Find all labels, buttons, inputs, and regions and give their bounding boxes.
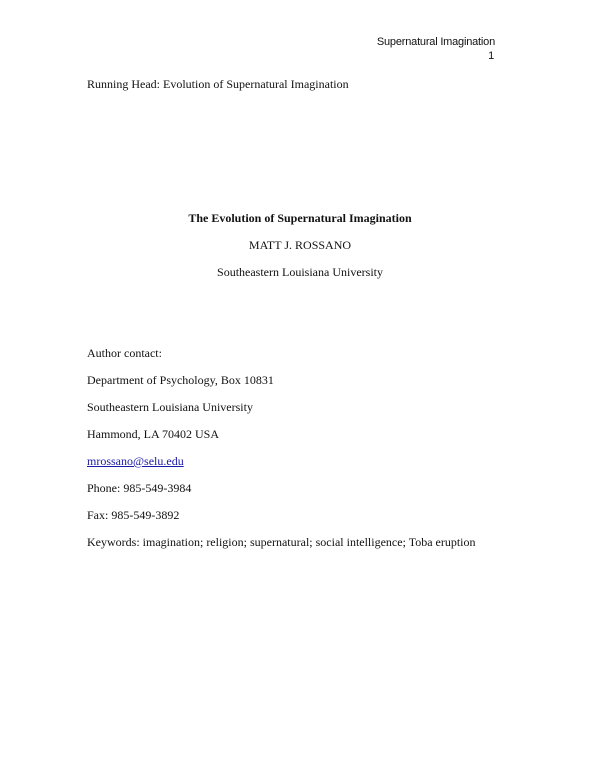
contact-city: Hammond, LA 70402 USA xyxy=(87,427,219,441)
email-link[interactable]: mrossano@selu.edu xyxy=(87,454,184,468)
page-header-title: Supernatural Imagination xyxy=(376,36,495,48)
contact-university: Southeastern Louisiana University xyxy=(87,400,253,414)
contact-department: Department of Psychology, Box 10831 xyxy=(87,373,274,387)
keywords: Keywords: imagination; religion; supernatural; social intelligence; Toba eruption xyxy=(87,535,476,549)
author-affiliation: Southeastern Louisiana University xyxy=(217,265,383,279)
author-name: MATT J. ROSSANO xyxy=(248,238,352,252)
running-head: Running Head: Evolution of Supernatural Imagination xyxy=(87,77,349,91)
paper-title: The Evolution of Supernatural Imagination xyxy=(188,211,412,225)
page-number: 1 xyxy=(488,50,494,62)
contact-fax: Fax: 985-549-3892 xyxy=(87,508,180,522)
contact-label: Author contact: xyxy=(87,346,162,360)
contact-phone: Phone: 985-549-3984 xyxy=(87,481,192,495)
